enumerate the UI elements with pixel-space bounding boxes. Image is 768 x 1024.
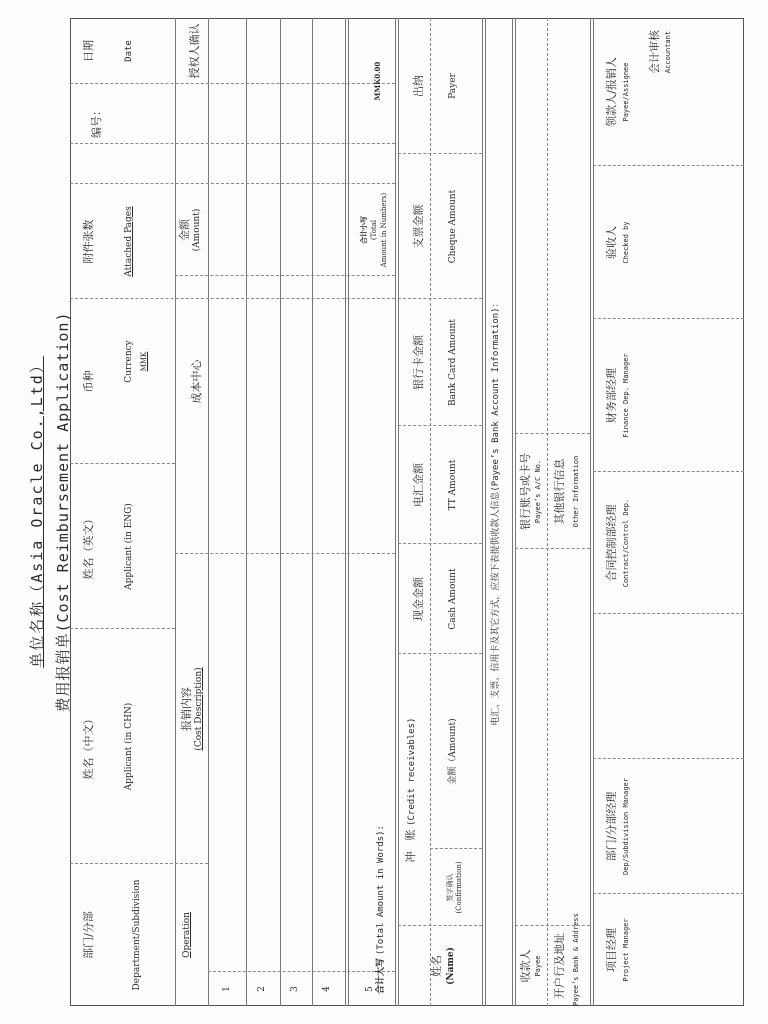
sig-payee-assignee-cn: 领款人/报销人 <box>605 57 618 127</box>
sig-project-manager-cn: 项目经理 <box>605 928 618 972</box>
col-currency-end <box>70 298 395 299</box>
account-label-cn: 银行账号或卡号 <box>519 453 532 530</box>
cost-center-label: 成本中心 <box>190 359 203 404</box>
dept-label-en: Department/Subdivision <box>132 879 142 991</box>
sig-dept-manager-en: Dep/Subdivision Manager <box>622 778 630 875</box>
credit-receivables-en: (Credit receivables) <box>407 717 417 826</box>
attached-label-cn: 附件张数 <box>82 219 95 264</box>
sig-dept-manager-cn: 部门/分部经理 <box>605 791 618 862</box>
row-number: 5 <box>365 986 375 992</box>
rule-row-4 <box>345 18 346 1006</box>
applicant-eng-label-en: Applicant (in ENG) <box>124 503 134 590</box>
tt-amount-label-en: TT Amount <box>448 459 458 511</box>
currency-label-cn: 币种 <box>82 370 95 393</box>
bank-card-amount-label-en: Bank Card Amount <box>448 319 458 406</box>
currency-label-en: Currency <box>124 340 134 383</box>
total-words-label-cn: 合计大写 <box>376 957 386 994</box>
payer-label-en: Payer <box>448 73 458 99</box>
sig-project-manager-en: Project Manager <box>622 918 630 982</box>
date-label-cn: 日期 <box>82 40 95 62</box>
rule-payment-head <box>430 18 431 1006</box>
sig-finance-manager-cn: 财务部经理 <box>605 368 618 423</box>
rule-notice <box>512 18 513 1006</box>
col-narrow-a <box>70 143 395 144</box>
company-name: 单位名称（Asia Oracle Co.,Ltd） <box>28 356 46 668</box>
col-card-end <box>398 298 482 299</box>
rule-row-3 <box>312 18 313 1006</box>
rule-bank <box>590 18 591 1006</box>
rule-payment <box>482 18 483 1006</box>
bank-address-label-cn: 开户行及地址 <box>553 933 566 999</box>
payer-label-cn: 出纳 <box>412 75 425 97</box>
dept-label-cn: 部门/分部 <box>82 911 95 959</box>
total-words-label <box>376 694 387 994</box>
attached-label-en: Attached Pages <box>124 206 134 277</box>
total-numbers-label-en1: (Total <box>370 219 378 241</box>
cheque-amount-label-en: Cheque Amount <box>448 189 458 264</box>
dept-value[interactable]: Operation <box>182 912 192 958</box>
rule-totals-b <box>398 18 399 1006</box>
bank-info-notice: 电汇、支票、信用卡及其它方式，应按下表提供收款人信息(Payee’s Bank Account Information)： <box>491 298 501 726</box>
applicant-chn-label-cn: 姓名（中文） <box>82 713 95 780</box>
credit-receivables-label <box>404 654 418 926</box>
name-label-cn: 姓名 <box>430 955 443 977</box>
sign-confirm-label: 签字确认(Confirmation) <box>446 861 463 914</box>
serial-number-label: 编号： <box>90 105 103 138</box>
rule-row-2 <box>280 18 281 1006</box>
account-label-en: Payee’s A/C No. <box>534 459 542 524</box>
payee-label-cn: 收款人 <box>519 949 532 983</box>
total-numbers-label-en2: Amount in Numbers) <box>380 192 388 268</box>
rule-totals <box>395 18 396 1006</box>
col-cheque-end <box>398 153 482 154</box>
row-number: 3 <box>290 986 300 992</box>
col-tt-end <box>398 425 482 426</box>
row-number: 2 <box>257 986 267 992</box>
rule-bank-b <box>593 18 594 1006</box>
rule-bank-mid <box>547 18 548 1006</box>
amount-label-en: (Amount) <box>192 208 202 252</box>
credit-receivables-cn: 冲 账 <box>404 829 417 863</box>
col-attached-end <box>70 183 395 184</box>
total-words-label-en: (Total Amount in Words): <box>376 825 386 956</box>
bank-address-label-en: Payee’s Bank & Address <box>572 913 580 1006</box>
sig-checked-by-en: Checked by <box>622 221 630 264</box>
rule-payment-b <box>485 18 486 1006</box>
sig-accountant-en: Accountant <box>664 30 672 74</box>
cheque-amount-label-cn: 支票金额 <box>412 204 425 249</box>
col-cash-end <box>398 543 482 544</box>
applicant-chn-label-en: Applicant (in CHN) <box>124 702 134 791</box>
cost-desc-label-cn: 报销内容 <box>180 687 193 731</box>
rule-row-1 <box>246 18 247 1006</box>
sig-finance-manager-en: Finance Dep. Manager <box>622 353 630 438</box>
rule-header <box>175 18 176 1006</box>
rule-notice-b <box>515 18 516 1006</box>
row-number: 4 <box>322 986 332 992</box>
sig-checked-by-cn: 验收人 <box>605 226 618 259</box>
rule-items-head <box>208 18 209 1006</box>
applicant-eng-label-cn: 姓名（英文） <box>82 513 95 580</box>
offset-amount-label: 金额（Amount) <box>448 718 458 785</box>
date-label-en: Date <box>124 40 134 62</box>
cost-desc-label-en: (Cost Description) <box>194 667 204 751</box>
bank-card-amount-label-cn: 银行卡金额 <box>412 335 425 390</box>
col-narrow-b <box>70 83 395 84</box>
sig-payee-assignee-en: Payee/Assignee <box>622 62 630 122</box>
form-title: 费用报销单(Cost Reimbursement Application) <box>54 311 72 713</box>
other-info-label-cn: 其他银行信息 <box>553 458 566 525</box>
name-label-en: (Name) <box>446 947 456 985</box>
payee-label-en: Payee <box>534 955 542 977</box>
authorizer-label: 授权人确认 <box>188 23 201 79</box>
row-number: 1 <box>222 986 232 992</box>
currency-value[interactable]: MMK <box>140 351 148 372</box>
col-desc-end <box>175 553 395 554</box>
sig-contract-manager-en: Contract/Control Dep. <box>622 498 630 588</box>
cash-amount-label-en: Cash Amount <box>448 568 458 630</box>
total-numbers-value: MMK0.00 <box>373 61 382 101</box>
amount-label-cn: 金额 <box>178 219 191 241</box>
cash-amount-label-cn: 现金金额 <box>412 577 425 621</box>
tt-amount-label-cn: 电汇金额 <box>412 463 425 507</box>
other-info-label-en: Other Information <box>572 455 580 528</box>
sig-accountant-cn: 会计审核 <box>648 30 661 74</box>
total-numbers-label-cn: 合计小写 <box>359 216 368 244</box>
rule-row-4b <box>348 18 349 1006</box>
sig-contract-manager-cn: 合同控制部经理 <box>605 504 618 582</box>
